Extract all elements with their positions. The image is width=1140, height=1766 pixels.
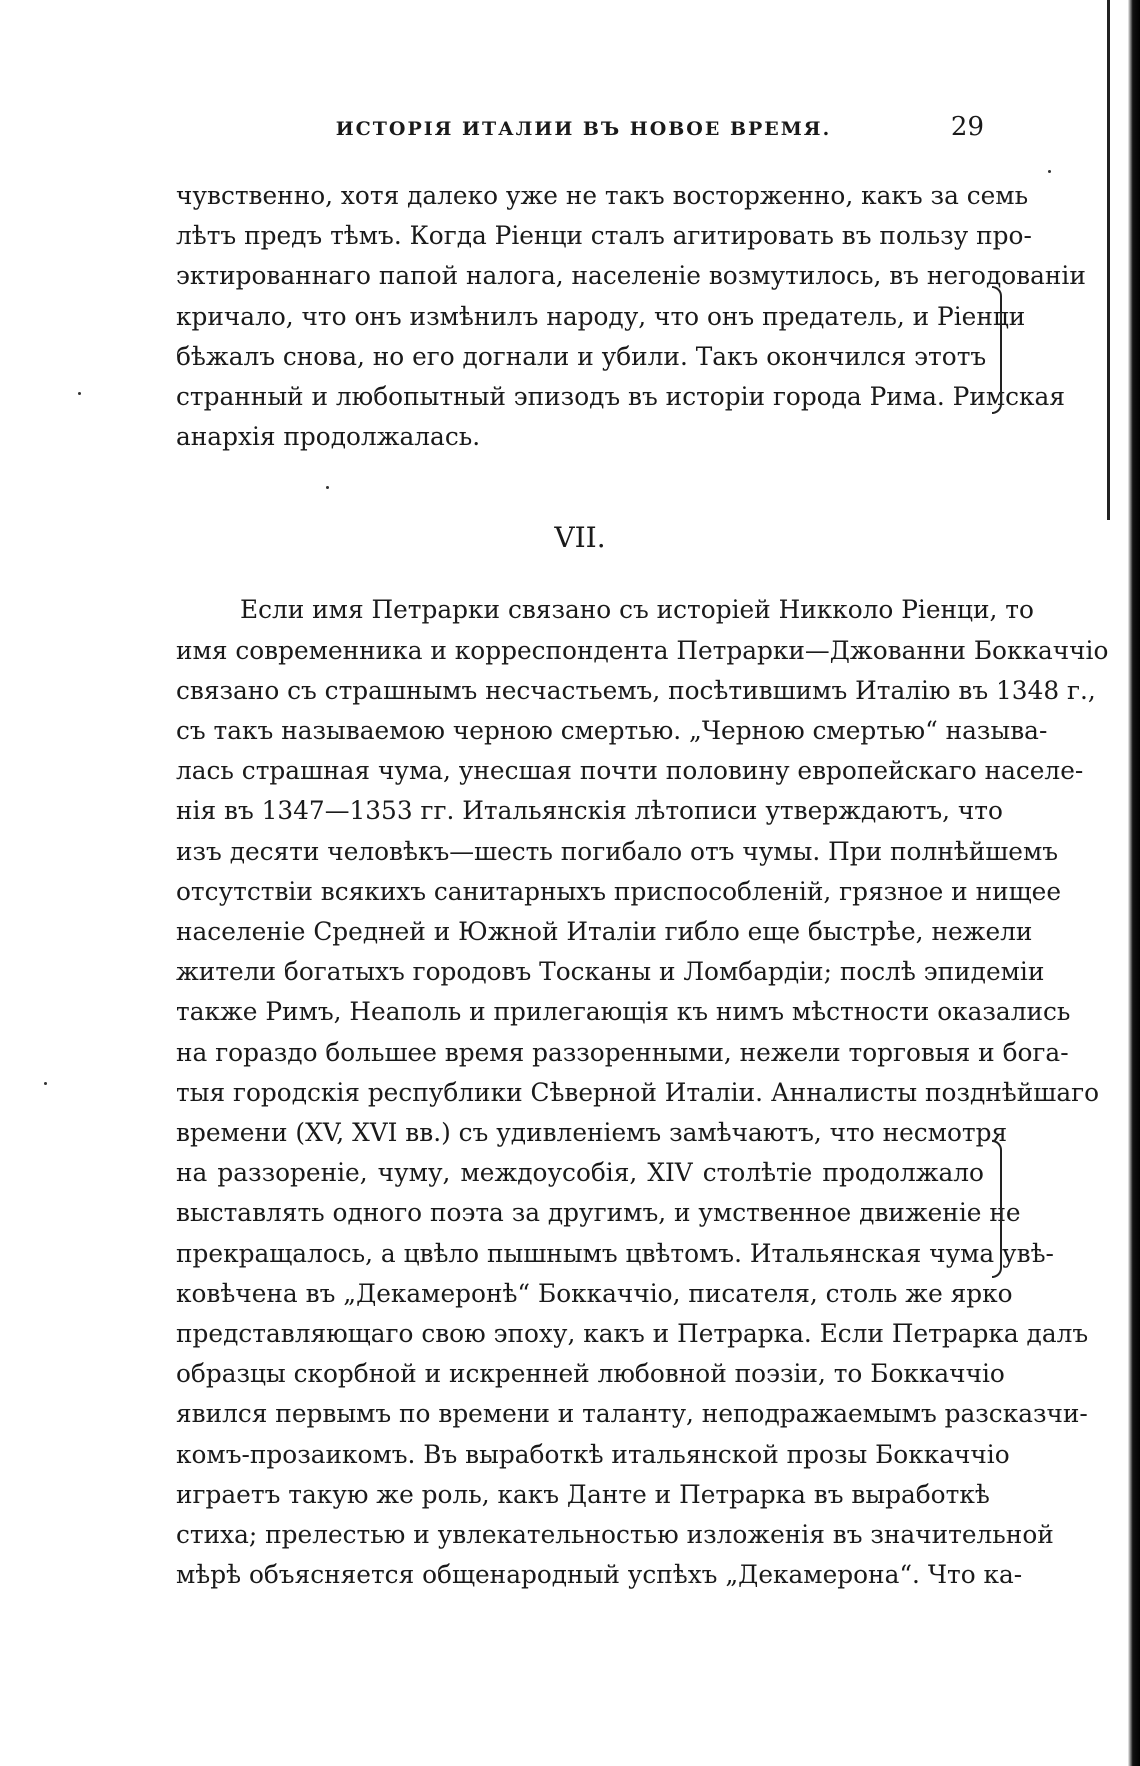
book-page xyxy=(176,112,1109,1596)
text-line: тыя городскія республики Сѣверной Италіи. Анналисты позднѣйшаго xyxy=(176,1077,1100,1107)
text-line: ковѣчена въ „Декамеронѣ“ Боккаччіо, писателя, столь же ярко xyxy=(176,1278,1013,1308)
margin-bracket xyxy=(992,1140,1002,1278)
text-line: лась страшная чума, унесшая почти половину европейскаго населе- xyxy=(176,756,1084,786)
text-line: лѣтъ предъ тѣмъ. Когда Ріенци сталъ агитировать въ пользу про- xyxy=(176,221,1032,251)
text-line: также Римъ, Неаполь и прилегающія къ нимъ мѣстности оказались xyxy=(176,997,1071,1027)
text-line: на раззореніе, чуму, междоусобія, XIV столѣтіе продолжало xyxy=(176,1158,984,1188)
text-line: связано съ страшнымъ несчастьемъ, посѣтившимъ Италію въ 1348 г., xyxy=(176,675,1096,705)
text-line: играетъ такую же роль, какъ Данте и Петрарка въ выработкѣ xyxy=(176,1479,990,1509)
text-line: мѣрѣ объясняется общенародный успѣхъ „Декамерона“. Что ка- xyxy=(176,1560,1023,1590)
text-line: выставлять одного поэта за другимъ, и умственное движеніе не xyxy=(176,1198,1021,1228)
text-line: анархія продолжалась. xyxy=(176,422,481,452)
text-line: съ такъ называемою черною смертью. „Черною смертью“ называ- xyxy=(176,716,1048,746)
text-line: явился первымъ по времени и таланту, неподражаемымъ разсказчи- xyxy=(176,1399,1088,1429)
text-line: чувственно, хотя далеко уже не такъ восторженно, какъ за семь xyxy=(176,181,1029,210)
text-line: эктированнаго папой налога, населеніе возмутилось, въ негодованіи xyxy=(176,261,1086,291)
text-line: населеніе Средней и Южной Италіи гибло еще быстрѣе, нежели xyxy=(176,917,1033,947)
text-line: изъ десяти человѣкъ—шесть погибало отъ чумы. При полнѣйшемъ xyxy=(176,836,1059,866)
section-heading: VII. xyxy=(554,521,606,555)
scan-speck xyxy=(1048,170,1051,173)
text-line: стиха; прелестью и увлекательностью изложенія въ значительной xyxy=(176,1520,1054,1550)
text-line: времени (XV, XVI вв.) съ удивленіемъ замѣчаютъ, что несмотря xyxy=(176,1118,1008,1148)
scan-speck xyxy=(44,1082,47,1085)
scan-margin-line xyxy=(1107,0,1110,520)
scan-speck xyxy=(78,392,81,395)
text-line: на гораздо большее время раззоренными, нежели торговыя и бога- xyxy=(176,1037,1069,1067)
text-line: отсутствіи всякихъ санитарныхъ приспособленій, грязное и нищее xyxy=(176,876,1062,906)
text-line: жители богатыхъ городовъ Тосканы и Ломбардіи; послѣ эпидеміи xyxy=(176,957,1045,987)
running-header xyxy=(176,112,984,142)
text-line: имя современника и корреспондента Петрарки—Джованни Боккаччіо xyxy=(176,635,1109,665)
text-line: кричало, что онъ измѣнилъ народу, что онъ предатель, и Ріенци xyxy=(176,301,1026,331)
text-line: прекращалось, а цвѣло пышнымъ цвѣтомъ. Итальянская чума увѣ- xyxy=(176,1238,1054,1268)
text-line: представляющаго свою эпоху, какъ и Петрарка. Если Петрарка далъ xyxy=(176,1319,1089,1349)
text-line: образцы скорбной и искренней любовной поэзіи, то Боккаччіо xyxy=(176,1359,1005,1389)
text-line: нія въ 1347—1353 гг. Итальянскія лѣтописи утверждаютъ, что xyxy=(176,796,1003,826)
text-line: комъ-прозаикомъ. Въ выработкѣ итальянской прозы Боккаччіо xyxy=(176,1439,1010,1469)
paragraph-1 xyxy=(176,176,1086,457)
margin-bracket xyxy=(992,286,1002,414)
text-line: странный и любопытный эпизодъ въ исторіи города Рима. Римская xyxy=(176,382,1065,412)
text-line: Если имя Петрарки связано съ исторіей Никколо Ріенци, то xyxy=(240,595,1034,625)
page-number: 29 xyxy=(950,112,984,142)
scan-edge-shadow xyxy=(1128,0,1140,1766)
paragraph-2 xyxy=(176,590,1109,1595)
text-line: бѣжалъ снова, но его догнали и убили. Такъ окончился этотъ xyxy=(176,341,987,371)
running-title: ИСТОРІЯ ИТАЛИИ ВЪ НОВОЕ ВРЕМЯ. xyxy=(335,118,832,140)
